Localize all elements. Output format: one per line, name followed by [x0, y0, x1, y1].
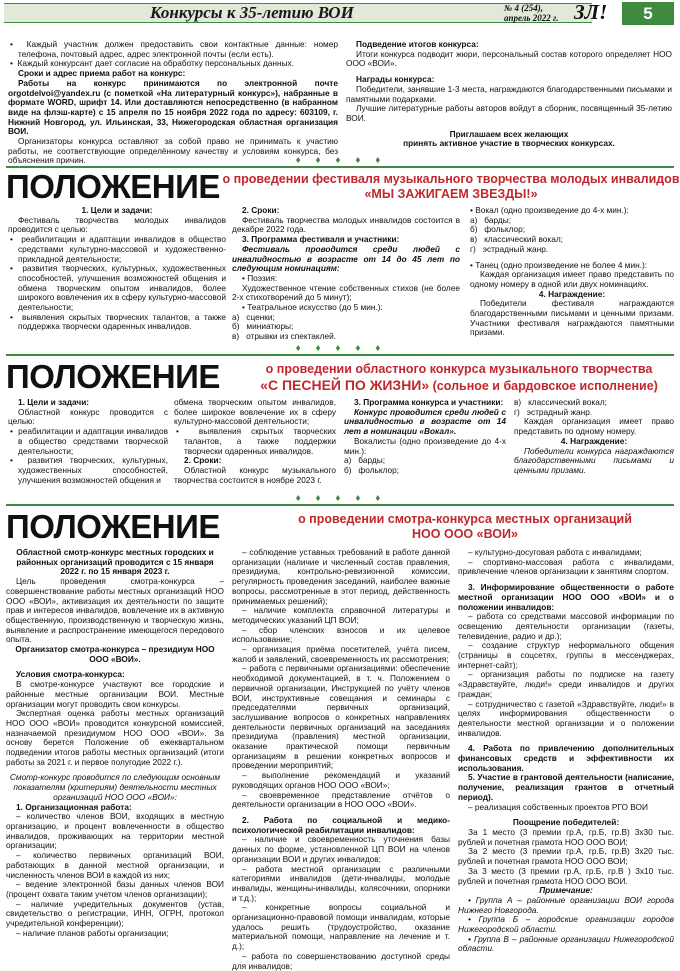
list-item: – организация приёма посетителей, учёта писем, жалоб и заявлений, своевременность их рассмотрения;	[232, 644, 450, 664]
paragraph: Каждая организация имеет право представить по одному номеру в одной или двух номинациях.	[470, 269, 674, 289]
paragraph: Областной конкурс музыкального творчества состоится в ноябре 2023 г.	[174, 464, 336, 485]
s1-column-1	[8, 206, 226, 332]
s3-column-3	[458, 548, 674, 954]
issue-number: № 4 (254),	[504, 3, 543, 13]
list-item: – наличие планов работы организации;	[16, 927, 169, 938]
subheading: Организатор смотра-конкурса – президиум НОО ООО «ВОИ».	[15, 644, 215, 664]
list-item: – сотрудничество с газетой «Здравствуйте, люди!» в целях информирования общественности о деятельности местной организации и о положении инвалидов.	[458, 698, 674, 738]
list-item: – своевременное представление отчётов о деятельности организации в НОО ООО «ВОИ».	[232, 789, 450, 810]
list-item: г) эстрадный жанр.	[514, 406, 593, 417]
s3-column-1	[6, 548, 224, 938]
subheading: 1. Организационная работа:	[16, 801, 132, 812]
paragraph: Художественное чтение собственных стихов (не более 2-х стихотворений до 5 минут);	[232, 282, 460, 303]
subtitle-title: «С ПЕСНЕЙ ПО ЖИЗНИ»	[260, 377, 430, 393]
list-item: а) барды;	[470, 214, 512, 225]
list-item: – работа с первичными организациями: обеспечение необходимой документацией, в т. ч. Положением о первичной организации, Инструкцией по учёту членов ВОИ, инструктивные совещания и семинары с председателями первичных организаций, заслушивание вопросов о конкретных направлениях деятельности первичных организаций на заседаниях президиума (правления) местной организации, оказание практической помощи первичным организациям в решении конкретных вопросов и проведении мероприятий;	[232, 663, 450, 771]
subheading: 2. Работа по социальной и медико-психологической реабилитации инвалидов:	[232, 814, 450, 835]
list-item: • Группа А – районные организации ВОИ города Нижнего Новгорода.	[458, 894, 674, 915]
issue-info	[504, 4, 558, 24]
subtitle-line: о проведении смотра-конкурса местных организаций	[298, 512, 632, 526]
list-item: • Группа В – районные организации Нижегородской области.	[458, 933, 674, 954]
list-item: • выявления скрытых творческих талантов, а также поддержка творчески одаренных инвалидов.	[10, 311, 226, 332]
prize-line: За 2 место (3 премии гр.А, гр.Б, гр.В) 3х20 тыс. рублей и почетная грамота НОО ООО ВОИ;	[458, 846, 674, 867]
list-item: б) фольклор;	[470, 224, 526, 235]
subheading: Примечание:	[539, 885, 593, 896]
paragraph: Вокалисты (одно произведение до 4-х мин.):	[344, 435, 506, 456]
subheading: 4. Работа по привлечению дополнительных финансовых средств и эффективности их использования.	[458, 743, 674, 773]
paragraph: Победители фестиваля награждаются благодарственными письмами и ценными призами. Участники фестиваля награждаются памятными призами.	[470, 298, 674, 338]
page-number: 5	[622, 2, 674, 25]
list-item: в) отрывки из спектаклей.	[232, 331, 337, 342]
invitation-line: Приглашаем всех желающих	[449, 128, 569, 139]
subheading: Поощрение победителей:	[512, 817, 620, 828]
s1-column-3	[470, 206, 674, 338]
list-item: – организация работы по подписке на газету «Здравствуйте, люди!» среди инвалидов и других граждан;	[458, 669, 674, 699]
list-item: – наличие учредительных документов (устав, свидетельство о регистрации, ИНН, ОГРН, протокол учредительной конференции);	[6, 898, 224, 929]
list-item: • Группа Б – городские организации городов Нижегородской области.	[458, 914, 674, 935]
paragraph: Фестиваль творчества молодых инвалидов состоится в декабре 2022 года.	[232, 214, 460, 235]
list-item: • реабилитации и адаптации инвалидов в общество средствами культурно-массовой и художественно-прикладной деятельности;	[10, 234, 226, 264]
paragraph: • Каждый участник должен предоставить свои контактные данные: номер телефона, почтовый адрес, адрес электронной почты (если есть).	[10, 39, 338, 59]
paragraph: Организаторы конкурса оставляют за собой право не принимать к участию работы, не соответствующие определённому качеству и условиям конкурса, без объяснения причин.	[8, 136, 338, 166]
paragraph: Лучшие литературные работы авторов войдут в сборник, посвященный 35-летию ВОИ.	[346, 103, 672, 123]
subheading: Областной смотр-конкурс местных городских и районных организаций проводится с 15 января 2022 г. по 15 января 2023 г.	[16, 547, 214, 577]
subheading: 1. Цели и задачи:	[81, 205, 153, 215]
top-right-column	[346, 40, 672, 149]
list-item: • развития творческих, культурных, художественных способностей, улучшения возможностей общения и	[10, 455, 168, 485]
newspaper-logo: ЗЛ!	[574, 0, 608, 24]
s2-column-1	[8, 398, 168, 485]
subtitle-line: о проведении областного конкурса музыкального творчества	[265, 362, 653, 376]
paragraph: Работы на конкурс принимаются по электронной почте orgotdelvoi@yandex.ru (с пометкой «На литературный конкурс»), набранные в формате WORD, шрифт 14. Или доставляются непосредственно (в набранном виде на флэш-карте) с 15 апреля по 15 ноября 2022 года по адресу: 603109, г. Нижний Новгород, ул. Ильинская, 33, Нижегородская областная организация ВОИ.	[8, 77, 338, 137]
list-item: • Вокал (одно произведение до 4-х мин.):	[470, 205, 629, 215]
diamond-ornament: ♦ ♦ ♦ ♦ ♦	[295, 343, 387, 354]
subtitle-line: о проведении фестиваля музыкального творчества молодых инвалидов	[222, 172, 680, 186]
paragraph: Фестиваль творчества молодых инвалидов проводится с целью:	[8, 214, 226, 235]
paragraph: Конкурс проводится среди людей с инвалидностью в возрасте от 14 лет в номинации «Вокал».	[344, 406, 506, 437]
paragraph: обмена творческим опытом инвалидов, более широкое вовлечение их в сферу культурно-массовой деятельности;	[174, 397, 336, 427]
list-item: – наличие комплекта справочной литературы и методических указаний ЦП ВОИ;	[232, 605, 450, 625]
section-subtitle	[222, 172, 680, 202]
list-item: а) сценки;	[232, 311, 275, 322]
list-item: – работа по совершенствованию доступной среды для инвалидов;	[232, 950, 450, 971]
paragraph: Каждая организация имеет право представить по одному номеру.	[514, 416, 674, 437]
list-item: б) миниатюры;	[232, 321, 294, 332]
subheading: Сроки и адрес приема работ на конкурс:	[18, 68, 186, 79]
section-subtitle	[238, 362, 680, 394]
paragraph: Итоги конкурса подводит жюри, персональный состав которого определяет НОО ООО «ВОИ».	[346, 48, 672, 69]
subheading: Подведение итогов конкурса:	[356, 39, 479, 49]
paragraph: В смотре-конкурсе участвуют все городские и районные местные организации ВОИ. Местные организации могут проводить свои конкурсы.	[6, 679, 224, 709]
list-item: – работа со средствами массовой информации по освещению деятельности организации (газеты, телевидение, радио и др.);	[458, 611, 674, 641]
s2-column-4	[514, 398, 674, 476]
paragraph: Победители, занявшие 1-3 места, награждаются благодарственными письмами и памятными подарками.	[346, 83, 672, 104]
section-subtitle	[250, 512, 680, 542]
page-header	[0, 0, 680, 26]
list-item: – выполнение рекомендаций и указаний руководящих органов НОО ООО «ВОИ»;	[232, 770, 450, 790]
subheading: 3. Программа фестиваля и участники:	[242, 234, 400, 245]
top-left-column	[8, 40, 338, 166]
list-item: – соблюдение уставных требований в работе данной организации (наличие и численный состав правления, президиума, контрольно-ревизионной комиссии, регулярность проведения заседаний, наиболее важные вопросы, рассмотренные в этот период, действенность принимаемых решений);	[232, 547, 450, 606]
list-item: – количество членов ВОИ, входящих в местную организацию, и процент вовлеченности в общество инвалидов, проживающих на территории местной организации;	[6, 811, 224, 851]
list-item: – культурно-досуговая работа с инвалидами;	[468, 547, 642, 557]
subtitle-title: НОО ООО «ВОИ»	[412, 527, 518, 541]
list-item: – ведение электронной базы данных членов ВОИ (процент охвата таким учетом членов организации);	[6, 879, 224, 899]
list-item: • Театральное искусство (до 5 мин.):	[242, 302, 383, 313]
s3-column-2	[232, 548, 450, 971]
list-item: – количество первичных организаций ВОИ, работающих в данной местной организации, и численность членов ВОИ в каждой из них;	[6, 850, 224, 880]
subheading: 3. Программа конкурса и участники:	[354, 397, 504, 407]
section-heading: ПОЛОЖЕНИЕ	[6, 508, 220, 545]
section-heading: ПОЛОЖЕНИЕ	[6, 168, 220, 205]
paragraph: Фестиваль проводится среди людей с инвалидностью в возрасте от 14 до 45 лет по следующим номинациям:	[232, 243, 460, 274]
list-item: – конкретные вопросы социальной и организационно-правовой помощи инвалидам, которые удалось решить (трудоустройство, оказание материальной помощи, направление на лечение и т. д.);	[232, 902, 450, 952]
subheading: 1. Цели и задачи:	[18, 397, 90, 407]
issue-date: апрель 2022 г.	[504, 12, 559, 23]
subtitle-note: (сольное и бардовское исполнение)	[429, 379, 658, 393]
list-item: – сбор членских взносов и их целевое использование;	[232, 624, 450, 645]
subheading: Награды конкурса:	[356, 74, 435, 85]
list-item: – создание структур неформального общения (страницы в соцсетях, группы в мессенджерах, интернет-сайт);	[458, 640, 674, 670]
s2-column-3	[344, 398, 506, 476]
paragraph: Победители конкурса награждаются благодарственными письмами и ценными призами.	[514, 445, 674, 475]
list-item: а) барды;	[344, 455, 386, 466]
paragraph: Смотр-конкурс проводится по следующим основным показателям (критериям) деятельности местных организаций НОО ООО «ВОИ»:	[9, 772, 221, 802]
list-item: в) классический вокал;	[470, 234, 563, 245]
list-item: в) классический вокал;	[514, 397, 607, 407]
page-section-title: Конкурсы к 35-летию ВОИ	[150, 3, 354, 22]
diamond-ornament: ♦ ♦ ♦ ♦ ♦	[295, 493, 387, 504]
list-item: • развития творческих, культурных, художественных способностей, улучшения возможностей общения и обмена творческим опытом инвалидов, более широкого вовлечения их в сферу культурно-массовой деятельности;	[10, 263, 226, 313]
subheading: 5. Участие в грантовой деятельности (написание, получение, реализация грантов в отчетный период).	[458, 772, 674, 802]
list-item: – наличие и своевременность уточнения базы данных по форме, установленной ЦП ВОИ на членов организации ВОИ и других инвалидов;	[232, 834, 450, 864]
section-heading: ПОЛОЖЕНИЕ	[6, 358, 220, 395]
diamond-ornament: ♦ ♦ ♦ ♦ ♦	[295, 155, 387, 166]
paragraph: Экспертная оценка работы местных организаций НОО ООО «ВОИ» проводится конкурсной комиссией, назначаемой президиумом НОО ООО «ВОИ». За основу берется Положение об ежеквартальном подведении итогов работы местных организаций (итоги работы за 2021 г. и первое полугодие 2022 г.).	[6, 708, 224, 767]
subheading: 4. Награждение:	[538, 288, 606, 299]
subtitle-title-line	[238, 377, 680, 394]
subheading: 4. Награждение:	[560, 435, 628, 446]
paragraph: Областной конкурс проводится с целью:	[8, 406, 168, 427]
subheading: 2. Сроки:	[184, 455, 222, 466]
list-item: г) эстрадный жанр.	[470, 243, 549, 254]
subheading: 2. Сроки:	[242, 205, 280, 215]
list-item: – спортивно-массовая работа с инвалидами, привлечение членов организации к занятиям спортом.	[458, 556, 674, 577]
list-item: • реабилитации и адаптации инвалидов в общество средствами творческой деятельности;	[10, 426, 168, 456]
prize-line: За 1 место (3 премии гр.А, гр.Б, гр.В) 3х30 тыс. рублей и почетная грамота НОО ООО ВОИ;	[458, 826, 674, 847]
s1-column-2	[232, 206, 460, 342]
s2-column-2	[174, 398, 336, 485]
list-item: • Танец (одно произведение не более 4 мин.):	[470, 259, 648, 270]
list-item: • Поэзия:	[242, 272, 278, 283]
paragraph: Цель проведения смотра-конкурса – совершенствование работы местных организаций НОО ООО «ВОИ», активизация их деятельности по защите прав и интересов инвалидов, вовлечение их в активную общественную, производственную и творческую жизнь, выявление и распространение имеющегося передового опыта.	[6, 576, 224, 645]
paragraph: • Каждый конкурсант дает согласие на обработку персональных данных.	[10, 58, 295, 69]
list-item: – реализация собственных проектов РГО ВОИ	[468, 801, 648, 812]
subheading: Условия смотра-конкурса:	[16, 669, 125, 680]
list-item: • выявления скрытых творческих талантов, а также поддержки творчески одаренных инвалидов.	[176, 426, 336, 456]
invitation-line: принять активное участие в творческих конкурсах.	[403, 138, 615, 149]
subtitle-title: «МЫ ЗАЖИГАЕМ ЗВЕЗДЫ!»	[364, 187, 538, 201]
list-item: – работа местной организации с различными категориями инвалидов (дети-инвалиды, молодые инвалиды, женщины-инвалиды, колясочники, опорники и т.д.);	[232, 863, 450, 903]
subheading: 3. Информирование общественности о работе местной организации НОО ООО «ВОИ» и о положении инвалидов:	[458, 582, 674, 612]
prize-line: За 3 место (3 премии гр.А, гр.Б, гр.В ) 3х10 тыс. рублей и почетная грамота НОО ООО ВОИ.	[458, 865, 674, 886]
list-item: б) фольклор;	[344, 464, 400, 475]
